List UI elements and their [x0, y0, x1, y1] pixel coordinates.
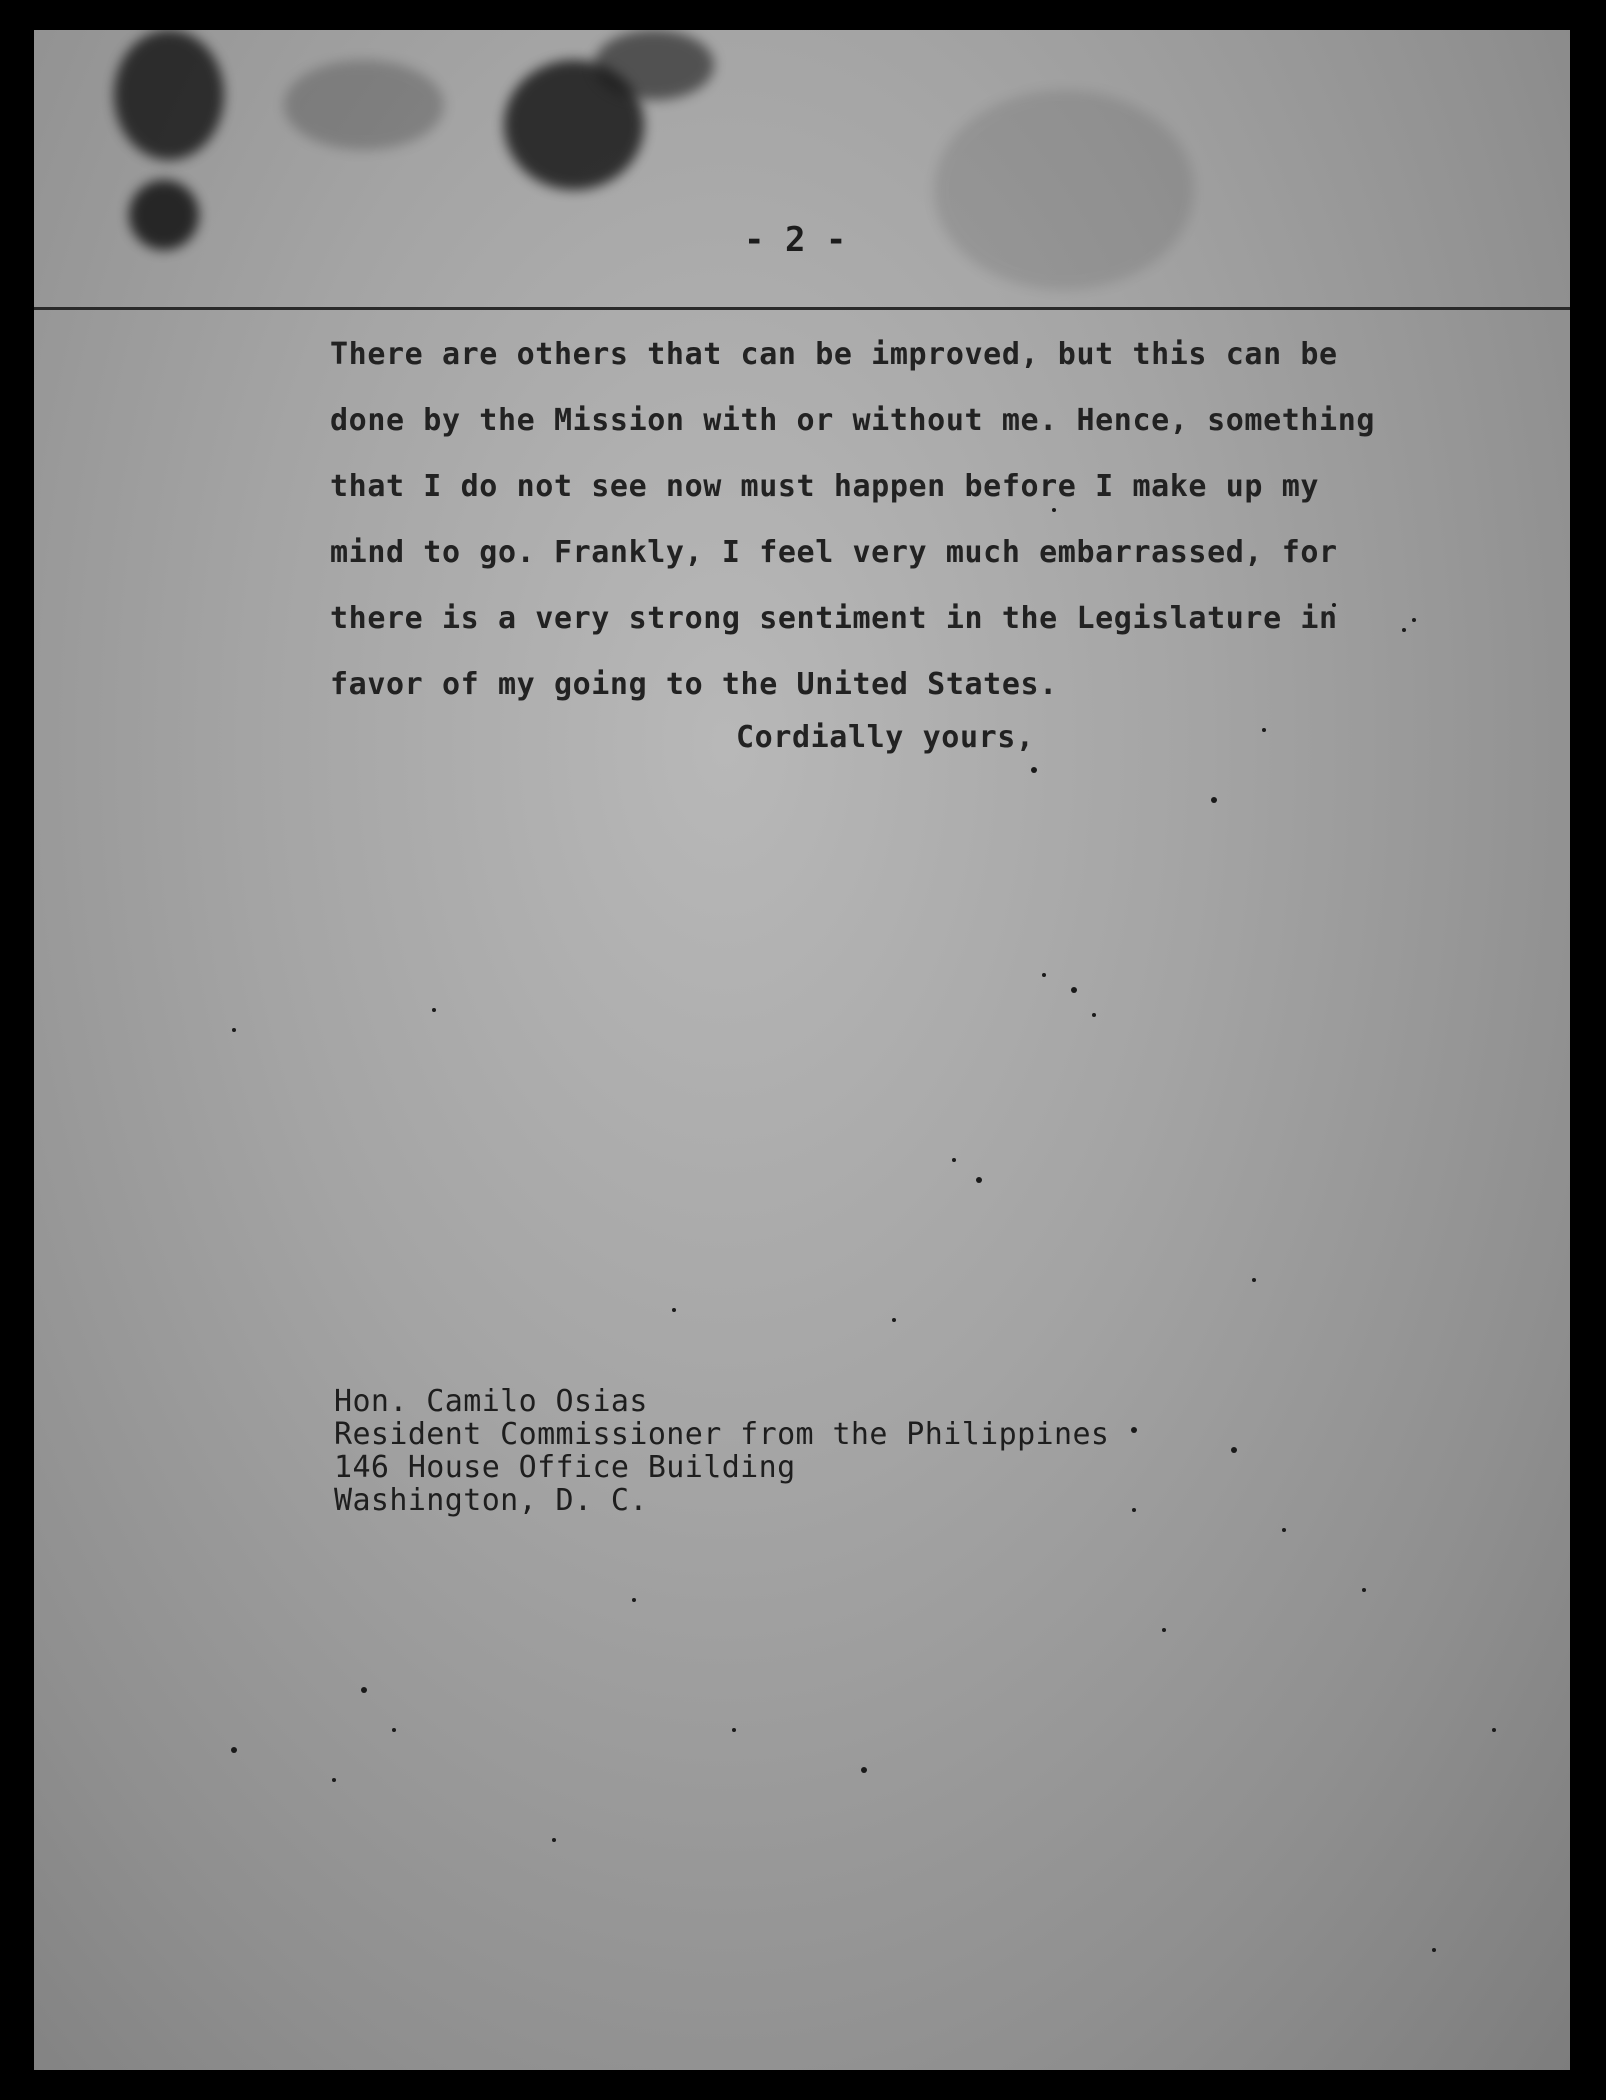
- page-number: - 2 -: [744, 220, 847, 260]
- recipient-address: [334, 1385, 1109, 1517]
- address-line: Washington, D. C.: [334, 1483, 648, 1518]
- body-line: mind to go. Frankly, I feel very much embarrassed, for: [330, 535, 1338, 570]
- body-line: favor of my going to the United States.: [330, 667, 1058, 702]
- letter-page: [34, 30, 1570, 2070]
- address-line: Hon. Camilo Osias: [334, 1384, 648, 1419]
- body-line: that I do not see now must happen before I make up my: [330, 469, 1320, 504]
- body-line: done by the Mission with or without me. Hence, something: [330, 403, 1376, 438]
- address-line: 146 House Office Building: [334, 1450, 796, 1485]
- header-rule: [34, 307, 1570, 310]
- address-line: Resident Commissioner from the Philippines: [334, 1417, 1110, 1452]
- body-line: there is a very strong sentiment in the Legislature in: [330, 601, 1338, 636]
- letter-body: [330, 322, 1490, 718]
- closing-salutation: Cordially yours,: [736, 720, 1035, 755]
- body-line: There are others that can be improved, but this can be: [330, 337, 1338, 372]
